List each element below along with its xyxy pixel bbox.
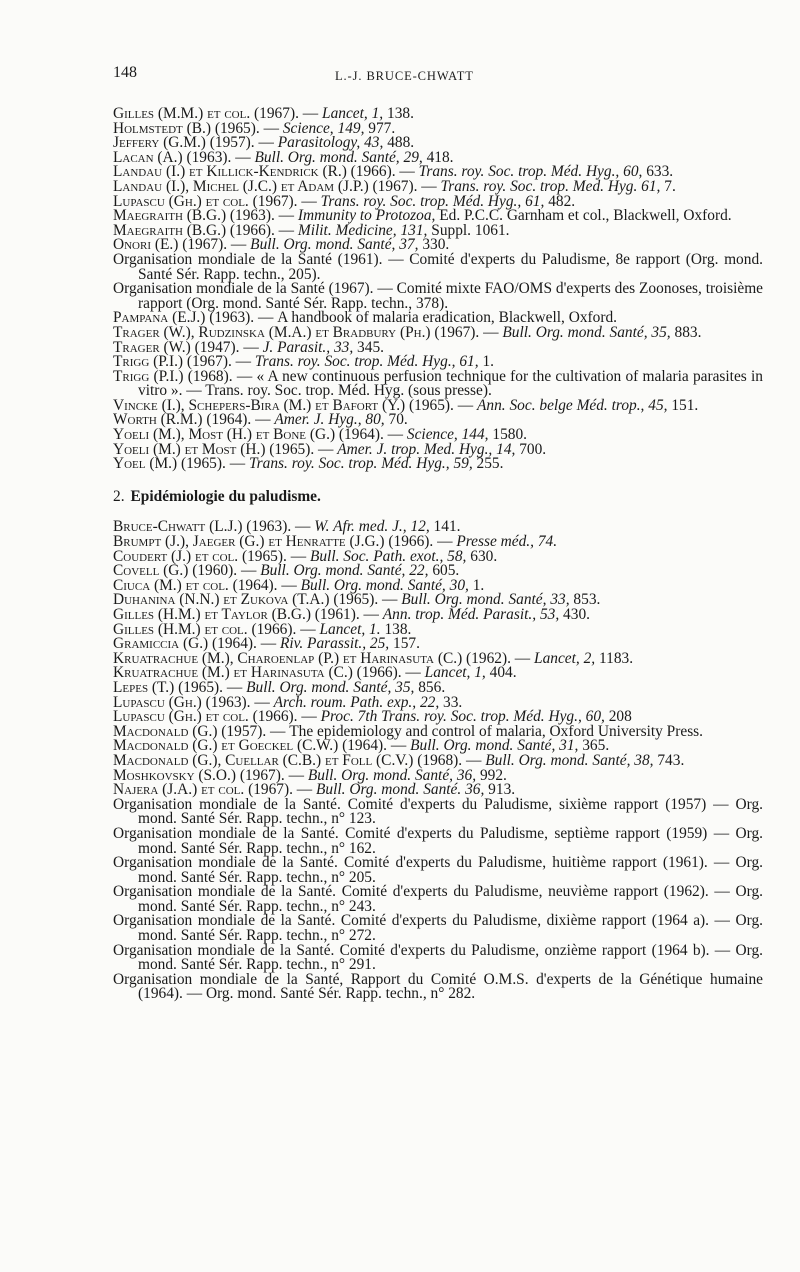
reference-details: Organisation mondiale de la Santé, Rapport du Comité O.M.S. d'experts de la Génétique humaine (1964). — Org. mond. Santé Sér. Rapp. techn., n° 282.: [113, 970, 763, 1003]
running-header: [113, 66, 763, 90]
reference-journal: Arch. roum. Path. exp., 22,: [273, 693, 440, 711]
reference-authors: Vincke (I.), Schepers-Bira (M.) et Bafort (Y.) (1965). —: [113, 396, 477, 414]
page-number: 148: [113, 64, 137, 81]
reference-authors: Yoel (M.) (1965). —: [113, 455, 249, 473]
reference-details: 33.: [439, 693, 463, 711]
section-title: Epidémiologie du paludisme.: [130, 487, 321, 505]
reference-details: 977.: [364, 119, 396, 137]
reference-authors: Covell (G.) (1960). —: [113, 562, 261, 580]
reference-authors: Landau (I.), Michel (J.C.) et Adam (J.P.) (1967). —: [113, 177, 441, 195]
reference-authors: Ciuca (M.) et col. (1964). —: [113, 576, 301, 594]
reference-journal: Trans. roy. Soc. trop. Méd. Hyg., 61,: [320, 192, 545, 210]
reference-authors: Maegraith (B.G.) (1966). —: [113, 221, 298, 239]
reference-details: A handbook of malaria eradication, Blackwell, Oxford.: [277, 309, 618, 327]
section-heading: [113, 487, 763, 505]
reference-entry: [113, 885, 763, 914]
reference-journal: Riv. Parassit., 25,: [280, 635, 390, 653]
reference-journal: Bull. Org. mond. Santé, 36,: [307, 766, 477, 784]
reference-details: 1.: [468, 576, 485, 594]
reference-journal: Lancet, 1.: [319, 620, 381, 638]
reference-details: 345.: [353, 338, 384, 356]
reference-journal: Bull. Org. mond. Santé, 35,: [502, 323, 671, 341]
reference-details: 138.: [380, 620, 412, 638]
reference-journal: Amer. J. trop. Med. Hyg., 14,: [337, 440, 516, 458]
reference-journal: Science, 149,: [282, 119, 365, 137]
reference-details: Organisation mondiale de la Santé (1967). — Comité mixte FAO/OMS d'experts des Zoonoses, troisième rapport (Org. mond. Santé Sér. Rapp. techn., 378).: [113, 280, 763, 312]
reference-details: 151.: [667, 396, 699, 414]
reference-journal: Bull. Org. mond. Santé, 33,: [401, 591, 570, 609]
reference-journal: Bull. Org. mond. Santé, 31,: [410, 737, 579, 755]
reference-authors: Onori (E.) (1967). —: [113, 236, 251, 254]
reference-details: 157.: [389, 635, 420, 653]
reference-authors: Lupascu (Gh.) et col. (1966). —: [113, 708, 321, 726]
reference-details: 208: [604, 708, 632, 726]
reference-journal: Presse méd., 74.: [456, 533, 558, 551]
reference-list-epidemiology: [113, 520, 763, 1002]
running-title: L.-J. BRUCE-CHWATT: [335, 69, 474, 83]
reference-journal: Science, 144,: [406, 426, 489, 444]
reference-journal: Ann. trop. Méd. Parasit., 53,: [382, 606, 560, 623]
reference-details: 482.: [544, 192, 576, 210]
reference-authors: Macdonald (G.) et Goeckel (C.W.) (1964). —: [113, 737, 411, 755]
reference-authors: Maegraith (B.G.) (1963). —: [113, 207, 298, 225]
reference-entry: [113, 914, 763, 943]
reference-details: 141.: [429, 518, 461, 536]
reference-details: 883.: [670, 323, 702, 341]
reference-journal: Amer. J. Hyg., 80,: [274, 411, 385, 429]
reference-authors: Pampana (E.J.) (1963). —: [113, 309, 278, 327]
page: [113, 66, 763, 1002]
reference-details: 138.: [383, 105, 414, 122]
reference-authors: Lupascu (Gh.) et col. (1967). —: [113, 192, 321, 210]
reference-details: Organisation mondiale de la Santé. Comité d'experts du Paludisme, dixième rapport (1964 a). — Org. mond. Santé Sér. Rapp. techn., n° 272.: [113, 912, 763, 945]
reference-journal: Bull. Soc. Path. exot., 58,: [309, 547, 467, 565]
reference-authors: Najera (J.A.) et col. (1967). —: [113, 781, 317, 799]
reference-authors: Trigg (P.I.) (1968). —: [113, 367, 257, 385]
reference-authors: Gilles (M.M.) et col. (1967). —: [113, 105, 323, 122]
reference-details: 853.: [569, 591, 601, 609]
reference-journal: W. Afr. med. J., 12,: [314, 518, 430, 536]
reference-journal: J. Parasit., 33,: [262, 338, 354, 356]
reference-journal: Trans. roy. Soc. trop. Med. Hyg. 61,: [440, 177, 661, 195]
reference-authors: Trager (W.), Rudzinska (M.A.) et Bradbury (Ph.) (1967). —: [113, 323, 503, 341]
reference-authors: Duhanina (N.N.) et Zukova (T.A.) (1965). —: [113, 591, 402, 609]
reference-authors: Kruatrachue (M.), Charoenlap (P.) et Harinasuta (C.) (1962). —: [113, 649, 535, 667]
section-number: 2.: [113, 487, 125, 505]
reference-details: Organisation mondiale de la Santé. Comité d'experts du Paludisme, neuvième rapport (1962). — Org. mond. Santé Sér. Rapp. techn., n° 243.: [113, 883, 763, 915]
reference-authors: Brumpt (J.), Jaeger (G.) et Henratte (J.G.) (1966). —: [113, 533, 457, 551]
reference-journal: Trans. roy. Soc. trop. Méd. Hyg., 59,: [248, 455, 473, 473]
reference-entry: [113, 282, 763, 311]
reference-details: Organisation mondiale de la Santé (1961). — Comité d'experts du Paludisme, 8e rapport (Org. mond. Santé Sér. Rapp. techn., 205).: [113, 250, 763, 283]
reference-authors: Trigg (P.I.) (1967). —: [113, 353, 255, 371]
reference-authors: Gilles (H.M.) et col. (1966). —: [113, 620, 320, 638]
reference-details: 404.: [485, 664, 517, 682]
reference-details: 365.: [578, 737, 610, 755]
reference-authors: Lupascu (Gh.) (1963). —: [113, 693, 274, 711]
reference-entry: [113, 970, 763, 1003]
reference-details: 430.: [559, 606, 590, 623]
reference-journal: Lancet, 2,: [534, 649, 596, 667]
reference-details: « A new continuous perfusion technique for the cultivation of malaria parasites in vitro ». — Trans. roy. Soc. trop. Méd. Hyg. (sous presse).: [138, 367, 763, 400]
reference-journal: Lancet, 1,: [424, 664, 486, 682]
reference-details: 70.: [384, 411, 408, 429]
reference-journal: Bull. Org. mond. Santé, 29,: [254, 148, 423, 166]
reference-authors: Holmstedt (B.) (1965). —: [113, 119, 283, 137]
reference-journal: Bull. Org. mond. Santé, 30,: [300, 576, 469, 594]
reference-journal: Bull. Org. mond. Santé, 22,: [260, 562, 429, 580]
reference-details: 700.: [515, 440, 547, 458]
reference-details: 330.: [418, 236, 450, 254]
reference-details: The epidemiology and control of malaria, Oxford University Press.: [289, 722, 704, 740]
reference-authors: Lepes (T.) (1965). —: [113, 678, 247, 696]
reference-details: 856.: [414, 678, 446, 696]
reference-entry: [113, 795, 763, 828]
reference-details: Organisation mondiale de la Santé. Comité d'experts du Paludisme, septième rapport (1959) — Org. mond. Santé Sér. Rapp. techn., n° 162.: [113, 824, 763, 857]
reference-journal: Immunity to Protozoa,: [297, 207, 436, 225]
reference-journal: Bull. Org. mond. Santé, 35,: [246, 678, 415, 696]
reference-details: 1183.: [595, 649, 634, 667]
reference-details: 913.: [484, 781, 516, 799]
reference-entry: [113, 457, 763, 472]
reference-journal: Ann. Soc. belge Méd. trop., 45,: [477, 396, 668, 414]
reference-authors: Yoeli (M.), Most (H.) et Bone (G.) (1964). —: [113, 426, 407, 444]
reference-authors: Gilles (H.M.) et Taylor (B.G.) (1961). —: [113, 606, 383, 623]
reference-details: 992.: [476, 766, 507, 784]
reference-details: 630.: [466, 547, 498, 565]
reference-authors: Macdonald (G.) (1957). —: [113, 722, 290, 740]
reference-authors: Coudert (J.) et col. (1965). —: [113, 547, 310, 565]
reference-entry: [113, 367, 763, 400]
reference-authors: Yoeli (M.) et Most (H.) (1965). —: [113, 440, 338, 458]
reference-details: Organisation mondiale de la Santé. Comité d'experts du Paludisme, onzième rapport (1964 b). — Org. mond. Santé Sér. Rapp. techn., n° 291.: [113, 941, 763, 974]
reference-authors: Kruatrachue (M.) et Harinasuta (C.) (1966). —: [113, 664, 425, 682]
reference-details: 488.: [383, 134, 415, 152]
reference-journal: Bull. Org. mond. Santé, 38,: [485, 751, 654, 769]
reference-details: Organisation mondiale de la Santé. Comité d'experts du Paludisme, sixième rapport (1957) — Org. mond. Santé Sér. Rapp. techn., n° 123.: [113, 795, 763, 828]
reference-journal: Proc. 7th Trans. roy. Soc. trop. Méd. Hyg., 60,: [320, 708, 605, 726]
reference-journal: Bull. Org. mond. Santé. 36,: [316, 781, 485, 799]
reference-authors: Landau (I.) et Killick-Kendrick (R.) (1966). —: [113, 163, 419, 181]
reference-details: 7.: [660, 177, 676, 195]
reference-entry: [113, 856, 763, 885]
reference-authors: Lacan (A.) (1963). —: [113, 148, 255, 166]
reference-authors: Gramiccia (G.) (1964). —: [113, 635, 280, 653]
reference-details: 605.: [428, 562, 460, 580]
reference-details: 1580.: [488, 426, 528, 444]
reference-authors: Trager (W.) (1947). —: [113, 338, 263, 356]
reference-entry: [113, 824, 763, 857]
reference-journal: Bull. Org. mond. Santé, 37,: [250, 236, 419, 254]
reference-list-primary: [113, 107, 763, 472]
reference-details: 418.: [422, 148, 454, 166]
reference-details: Organisation mondiale de la Santé. Comité d'experts du Paludisme, huitième rapport (1961). — Org. mond. Santé Sér. Rapp. techn., n° 205.: [113, 854, 763, 886]
reference-authors: Macdonald (G.), Cuellar (C.B.) et Foll (C.V.) (1968). —: [113, 751, 486, 769]
reference-entry: [113, 941, 763, 974]
reference-authors: Worth (R.M.) (1964). —: [113, 411, 275, 429]
reference-details: Ed. P.C.C. Garnham et col., Blackwell, Oxford.: [435, 207, 732, 225]
reference-journal: Milit. Medicine, 131,: [297, 221, 428, 239]
reference-journal: Trans. roy. Soc. trop. Méd. Hyg., 60,: [418, 163, 643, 181]
reference-authors: Bruce-Chwatt (L.J.) (1963). —: [113, 518, 315, 536]
reference-authors: Moshkovsky (S.O.) (1967). —: [113, 766, 308, 784]
reference-entry: [113, 250, 763, 283]
reference-details: 1.: [478, 353, 494, 371]
reference-authors: Jeffery (G.M.) (1957). —: [113, 134, 278, 152]
reference-details: 255.: [472, 455, 504, 473]
reference-journal: Trans. roy. Soc. trop. Méd. Hyg., 61,: [254, 353, 479, 371]
reference-details: 743.: [653, 751, 685, 769]
reference-journal: Parasitology, 43,: [277, 134, 384, 152]
reference-details: 633.: [642, 163, 674, 181]
reference-journal: Lancet, 1,: [322, 105, 384, 122]
reference-details: Suppl. 1061.: [427, 221, 510, 239]
